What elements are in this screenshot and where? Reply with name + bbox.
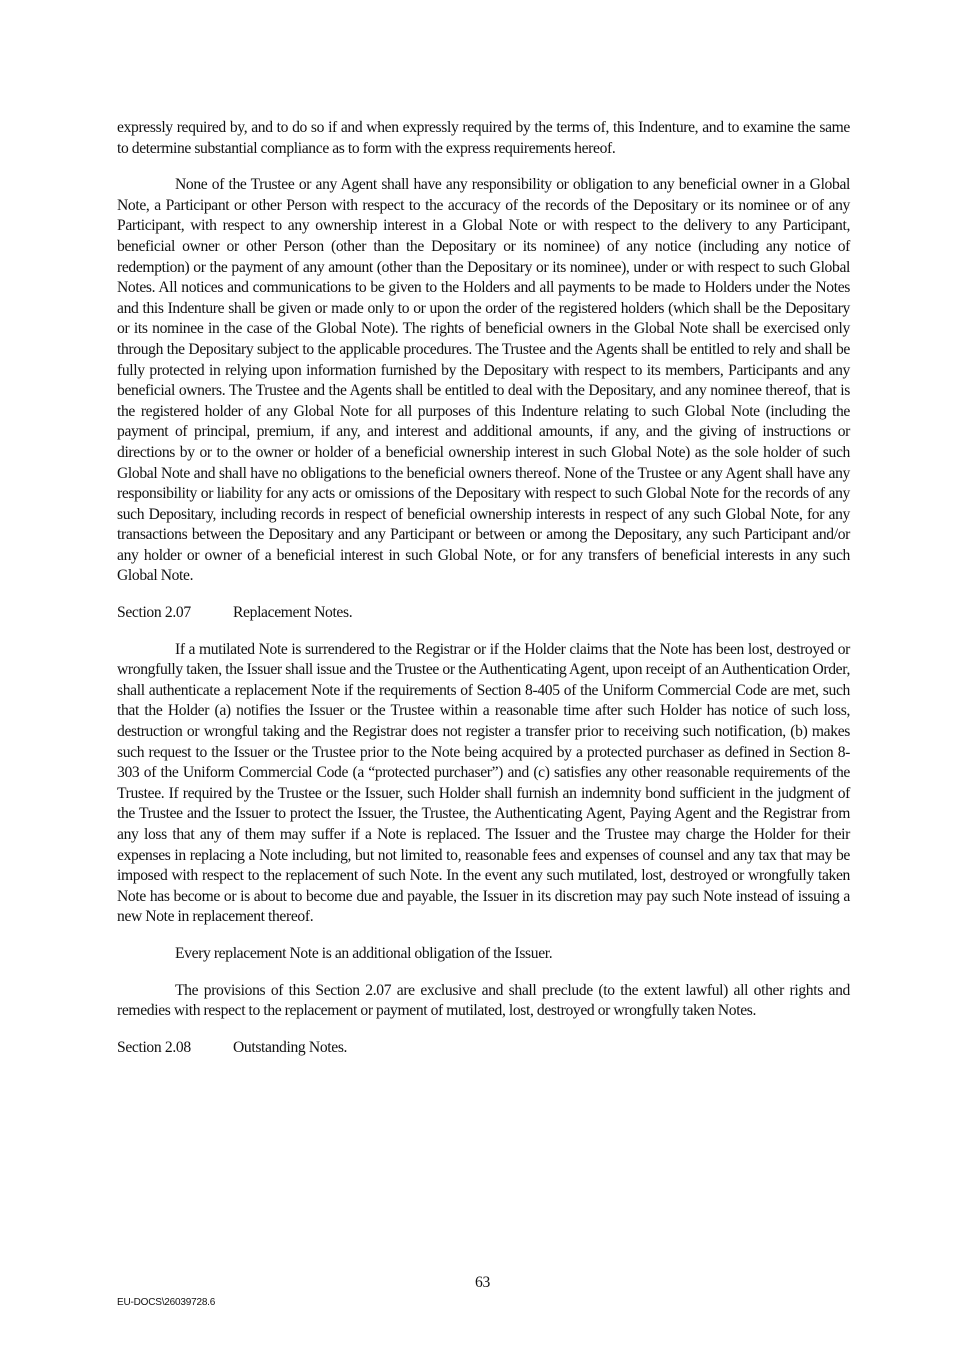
page-number: 63	[475, 1274, 490, 1291]
paragraph-replacement-notes: If a mutilated Note is surrendered to the Registrar or if the Holder claims that the Note has been lost, destroyed or wrongfully taken, the Issuer shall issue and the Trustee or the Authenticating Agent, upon receipt of an Authentication Order, shall authenticate a replacement Note if the requirements of Section 8-405 of the Uniform Commercial Code are met, such that the Holder (a) notifies the Issuer or the Trustee within a reasonable time after such Holder has notice of such loss, destruction or wrongful taking and the Registrar does not register a transfer prior to receiving such notification, (b) makes such request to the Issuer or the Trustee prior to the Note being acquired by a protected purchaser as defined in Section 8-303 of the Uniform Commercial Code (a “protected purchaser”) and (c) satisfies any other reasonable requirements of the Trustee. If required by the Trustee or the Issuer, such Holder shall furnish an indemnity bond sufficient in the judgment of the Trustee and the Issuer to protect the Issuer, the Trustee, the Authenticating Agent, Paying Agent and the Registrar from any loss that any of them may suffer if a Note is replaced. The Issuer and the Trustee may charge the Holder for their expenses in replacing a Note including, but not limited to, reasonable fees and expenses of counsel and any tax that may be imposed with respect to the replacement of such Note. In the event any such mutilated, lost, destroyed or wrongfully taken Note has become or is about to become due and payable, the Issuer in its discretion may pay such Note instead of issuing a new Note in replacement thereof.	[117, 640, 850, 926]
document-id: EU-DOCS\26039728.6	[117, 1297, 216, 1308]
section-heading-2-08	[117, 1038, 850, 1059]
section-heading-2-07	[117, 603, 850, 624]
section-title: Replacement Notes.	[233, 604, 353, 622]
section-number: Section 2.08	[117, 1038, 191, 1056]
document-body	[117, 118, 850, 1058]
paragraph-global-note-responsibility: None of the Trustee or any Agent shall have any responsibility or obligation to any beneficial owner in a Global Note, a Participant or other Person with respect to the accuracy of the records of the Depositary or its nominee or of any Participant, with respect to any ownership interest in a Global Note or with respect to the delivery to any Participant, beneficial owner or other Person (other than the Depositary or its nominee) of any notice (including any notice of redemption) or the payment of any amount (other than the Depositary or its nominee), under or with respect to such Global Notes. All notices and communications to be given to the Holders and all payments to be made to Holders under the Notes and this Indenture shall be given or made only to or upon the order of the registered holders (which shall be the Depositary or its nominee in the case of the Global Note). The rights of beneficial owners in the Global Note shall be exercised only through the Depositary subject to the applicable procedures. The Trustee and the Agents shall be entitled to rely and shall be fully protected in relying upon information furnished by the Depositary with respect to its members, Participants and any beneficial owners. The Trustee and the Agents shall be entitled to deal with the Depositary, and any nominee thereof, that is the registered holder of any Global Note for all purposes of this Indenture relating to such Global Note (including the payment of principal, premium, if any, and interest and additional amounts, if any, and the giving of instructions or directions by or to the owner or holder of a beneficial ownership interest in such Global Note) as the sole holder of such Global Note and shall have no obligations to the beneficial owners thereof. None of the Trustee or any Agent shall have any responsibility or liability for any acts or omissions of the Depositary with respect to such Global Note for the records of any such Depositary, including records in respect of beneficial ownership interests in respect of any such Global Note, for any transactions between the Depositary and any Participant or between or among the Depositary, any such Participant and/or any holder or owner of a beneficial interest in such Global Note, or for any transfers of beneficial interests in any such Global Note.	[117, 176, 850, 585]
paragraph-additional-obligation: Every replacement Note is an additional obligation of the Issuer.	[175, 944, 553, 962]
paragraph-continuation: expressly required by, and to do so if and when expressly required by the terms of, this Indenture, and to examine the same to determine substantial compliance as to form with the express requirements hereof.	[117, 119, 850, 157]
section-title: Outstanding Notes.	[233, 1038, 348, 1056]
paragraph-exclusive-provisions: The provisions of this Section 2.07 are exclusive and shall preclude (to the extent lawful) all other rights and remedies with respect to the replacement or payment of mutilated, lost, destroyed or wrongfully taken Notes.	[117, 981, 850, 1020]
section-number: Section 2.07	[117, 604, 191, 622]
